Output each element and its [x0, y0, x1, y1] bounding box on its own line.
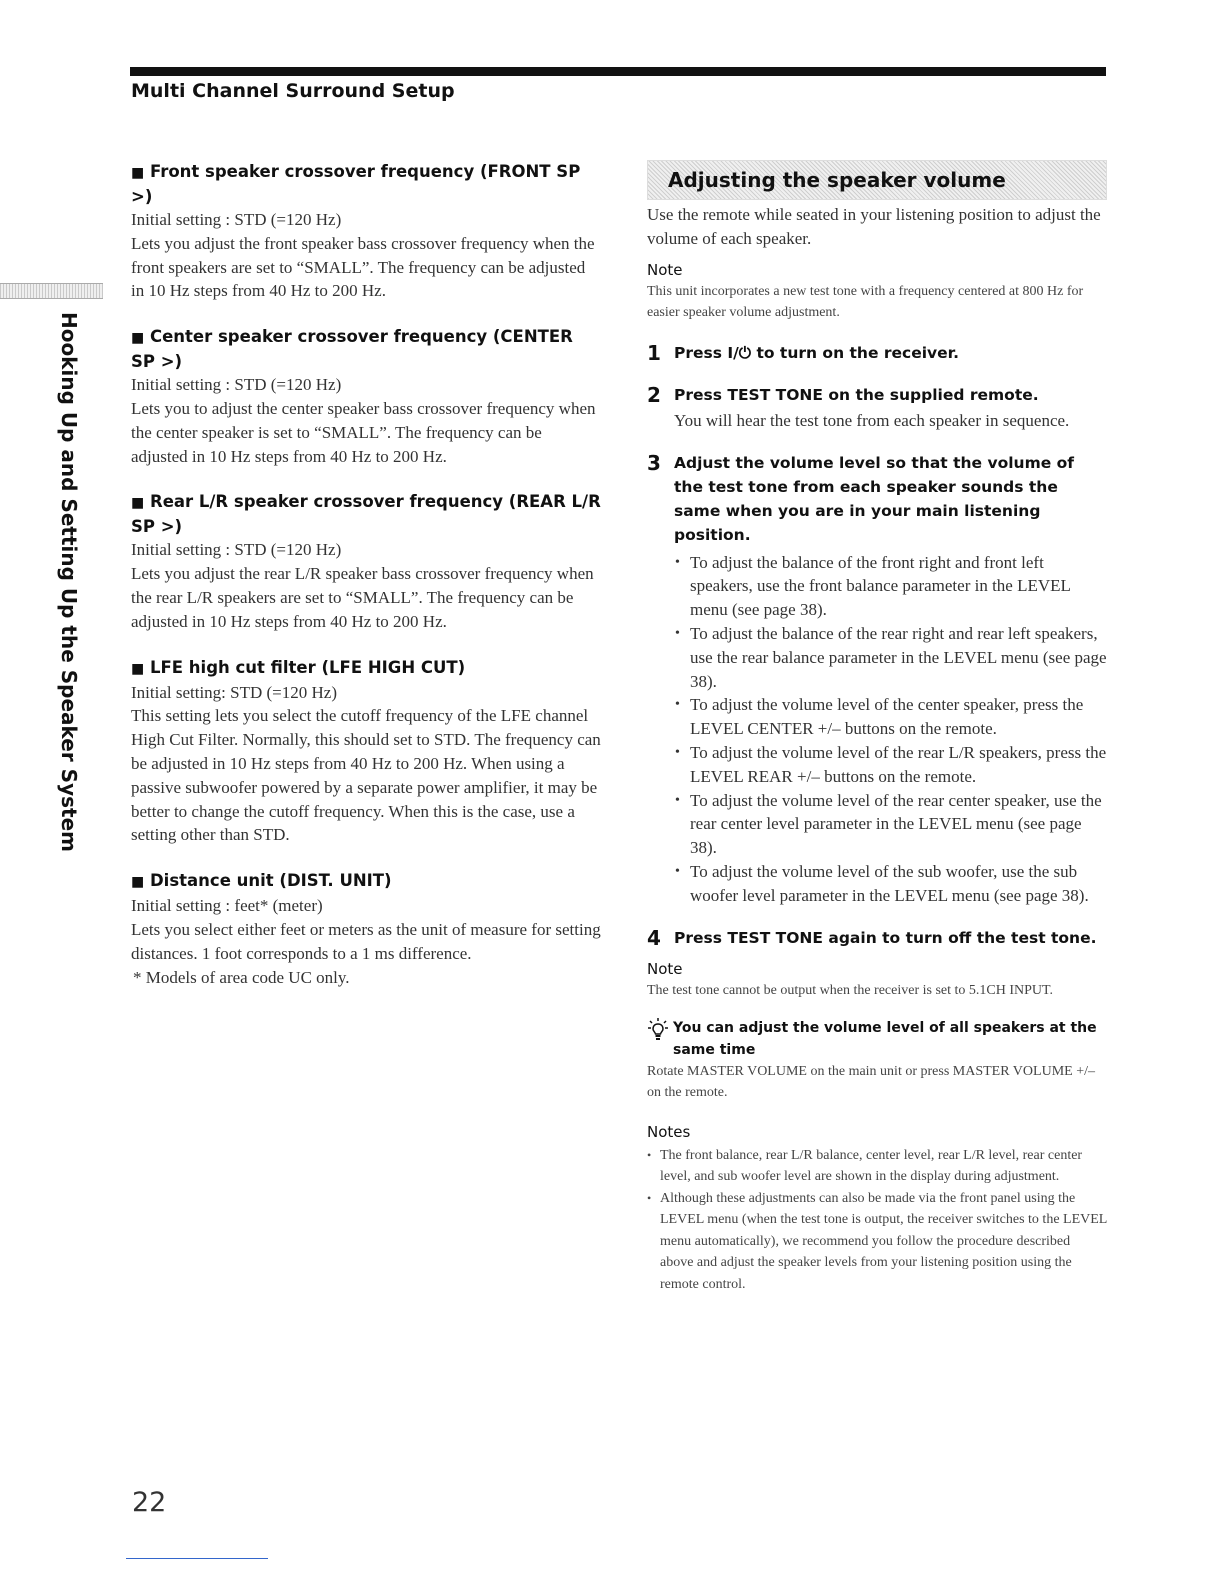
section-title: ■ Rear L/R speaker crossover frequency (REAR L/R SP >): [131, 492, 601, 537]
step-text: You will hear the test tone from each speaker in sequence.: [674, 410, 1070, 430]
section-lfe-high-cut: [131, 656, 601, 848]
note-label: Note: [647, 959, 683, 978]
section-rear-crossover: [131, 490, 601, 633]
tip-heading: [647, 1017, 1107, 1061]
step-title: Press TEST TONE again to turn off the test tone.: [674, 928, 1097, 947]
list-item: • Although these adjustments can also be made via the front panel using the LEVEL menu (when the test tone is output, the receiver switches to the LEVEL menu automatically), we recommend you follow the procedure described above and adjust the speaker levels from your listening position using the remote control.: [647, 1188, 1107, 1296]
note-text: This unit incorporates a new test tone with a frequency centered at 800 Hz for easier speaker volume adjustment.: [647, 283, 1084, 320]
note-label: Note: [647, 260, 683, 279]
page-header-title: Multi Channel Surround Setup: [131, 80, 455, 102]
square-bullet-icon: ■: [131, 165, 145, 181]
section-title: ■ LFE high cut filter (LFE HIGH CUT): [131, 657, 466, 677]
section-distance-unit: [131, 869, 601, 989]
notes-label: Notes: [647, 1122, 691, 1141]
initial-setting: Initial setting: STD (=120 Hz): [131, 682, 338, 702]
notes-list: [647, 1145, 1107, 1296]
section-body: Lets you select either feet or meters as the unit of measure for setting distances. 1 foot corresponds to a 1 ms difference.: [131, 919, 601, 963]
tip-title: You can adjust the volume level of all speakers at the same time: [673, 1019, 1097, 1058]
initial-setting: Initial setting : STD (=120 Hz): [131, 210, 342, 229]
step-number: 3: [647, 450, 661, 475]
step-1: [647, 341, 1107, 365]
square-bullet-icon: ■: [131, 330, 145, 347]
section-title: ■ Front speaker crossover frequency (FRONT SP >): [131, 162, 581, 206]
step-3-bullets: [674, 551, 1107, 908]
section-title: ■ Center speaker crossover frequency (CENTER SP >): [131, 327, 573, 372]
section-body: Lets you adjust the front speaker bass crossover frequency when the front speakers are set to “SMALL”. The frequency can be adjusted in 10 Hz steps from 40 Hz to 200 Hz.: [131, 233, 595, 301]
section-body: Lets you adjust the rear L/R speaker bass crossover frequency when the rear L/R speakers are set to “SMALL”. The frequency can be adjusted in 10 Hz steps from 40 Hz to 200 Hz.: [131, 564, 594, 631]
step-title: Press TEST TONE on the supplied remote.: [674, 385, 1039, 404]
right-column: [647, 160, 1107, 1295]
initial-setting: Initial setting : feet* (meter): [131, 896, 323, 916]
list-item: • To adjust the balance of the front right and front left speakers, use the front balance parameter in the LEVEL menu (see page 38).: [674, 551, 1107, 622]
list-item: • To adjust the volume level of the rear L/R speakers, press the LEVEL REAR +/– buttons on the remote.: [674, 741, 1107, 789]
section-body: Lets you to adjust the center speaker bass crossover frequency when the center speaker is set to “SMALL”. The frequency can be adjusted in 10 Hz steps from 40 Hz to 200 Hz.: [131, 398, 596, 466]
footnote: * Models of area code UC only.: [133, 967, 350, 987]
intro-text: Use the remote while seated in your listening position to adjust the volume of each speaker.: [647, 205, 1101, 248]
list-item: • To adjust the volume level of the center speaker, press the LEVEL CENTER +/– buttons on the remote.: [674, 693, 1107, 741]
section-banner: Adjusting the speaker volume: [647, 160, 1107, 200]
left-column: [131, 160, 601, 1011]
lightbulb-icon: [647, 1017, 673, 1043]
section-body: This setting lets you select the cutoff frequency of the LFE channel High Cut Filter. Normally, this should set to STD. The frequency can be adjusted in 10 Hz steps from 40 Hz to 200 Hz. When using a passive subwoofer powered by a separate power amplifier, it may be better to change the cutoff frequency. When this is the case, use a setting other than STD.: [131, 706, 601, 845]
footer-rule: [126, 1558, 268, 1559]
step-number: 1: [647, 340, 661, 365]
side-section-title: Hooking Up and Setting Up the Speaker System: [57, 312, 81, 852]
initial-setting: Initial setting : STD (=120 Hz): [131, 375, 342, 395]
list-item: • The front balance, rear L/R balance, center level, rear L/R level, rear center level, and sub woofer level are shown in the display during adjustment.: [647, 1145, 1107, 1188]
square-bullet-icon: ■: [131, 660, 145, 677]
list-item: • To adjust the balance of the rear right and rear left speakers, use the rear balance parameter in the LEVEL menu (see page 38).: [674, 622, 1107, 693]
step-title: Press I/⏻ to turn on the receiver.: [674, 343, 959, 362]
side-tab-marker: [0, 283, 103, 299]
step-3: [647, 451, 1107, 908]
step-4: [647, 926, 1107, 950]
square-bullet-icon: ■: [131, 874, 145, 891]
step-title: Adjust the volume level so that the volume of the test tone from each speaker sounds the same when you are in your main listening position.: [674, 453, 1075, 544]
list-item: • To adjust the volume level of the sub woofer, use the sub woofer level parameter in the LEVEL menu (see page 38).: [674, 860, 1107, 908]
section-center-crossover: [131, 325, 601, 468]
step-number: 2: [647, 382, 661, 407]
note-text: The test tone cannot be output when the receiver is set to 5.1CH INPUT.: [647, 982, 1054, 998]
page-number: 22: [132, 1487, 167, 1518]
square-bullet-icon: ■: [131, 495, 145, 512]
top-rule: [130, 67, 1106, 76]
step-2: [647, 383, 1107, 433]
initial-setting: Initial setting : STD (=120 Hz): [131, 540, 342, 560]
step-number: 4: [647, 925, 661, 950]
list-item: • To adjust the volume level of the rear center speaker, use the rear center level parameter in the LEVEL menu (see page 38).: [674, 789, 1107, 860]
tip-text: Rotate MASTER VOLUME on the main unit or press MASTER VOLUME +/– on the remote.: [647, 1063, 1095, 1100]
section-front-crossover: [131, 160, 601, 303]
section-title: ■ Distance unit (DIST. UNIT): [131, 871, 392, 891]
